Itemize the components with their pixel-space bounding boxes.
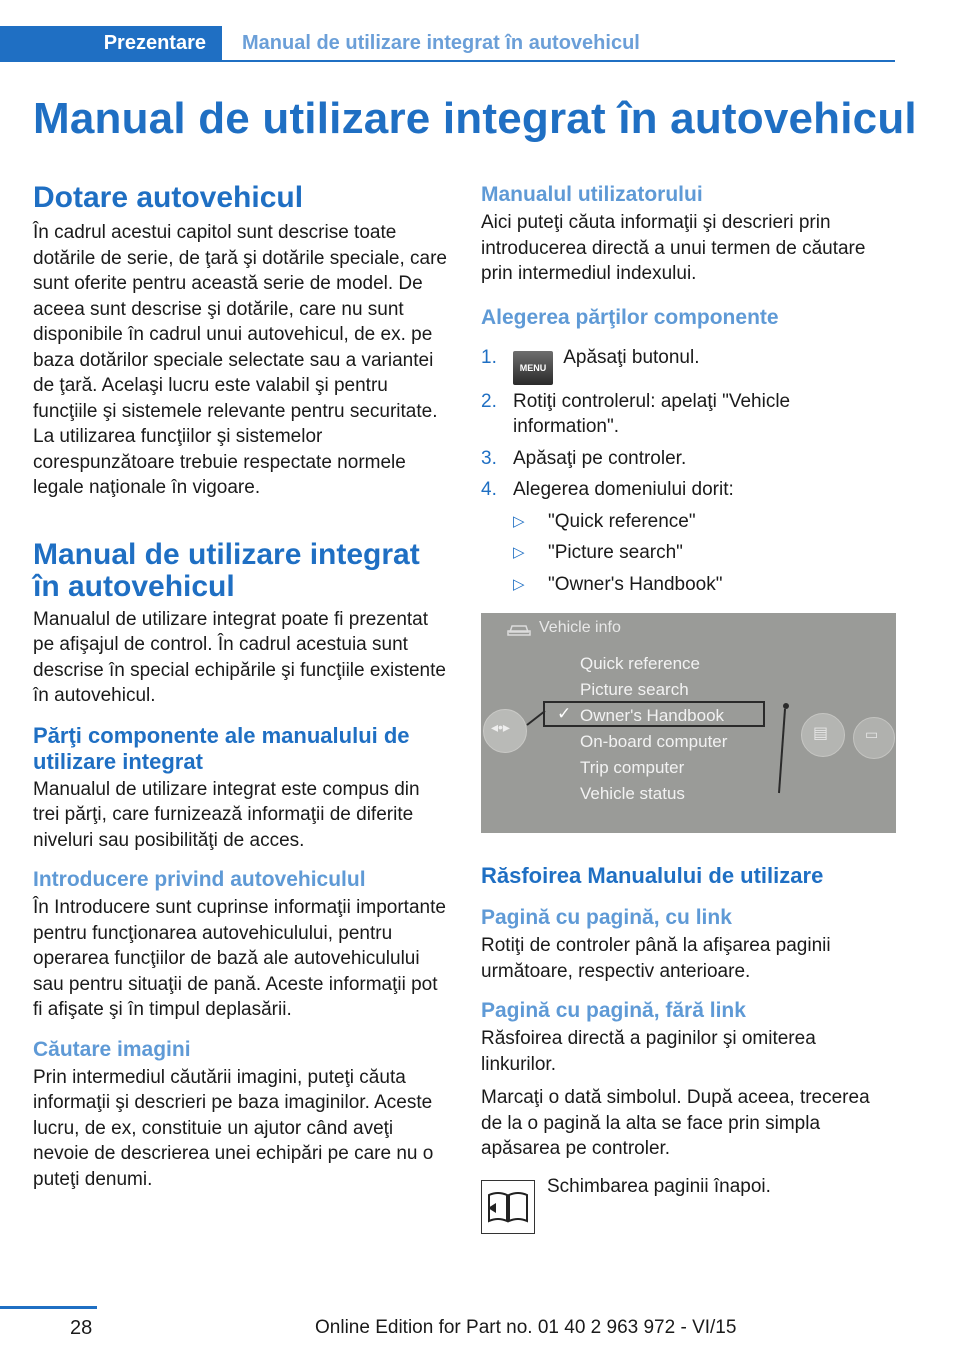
substep-text: "Owner's Handbook" — [548, 573, 723, 595]
step-text: Rotiţi controlerul: apelaţi "Vehicle information". — [513, 390, 791, 437]
heading-introducere: Introducere privind autovehiculul — [33, 868, 366, 891]
text-cu-link: Rotiţi de controler până la afişarea paginii următoare, respectiv anterioare. — [481, 935, 831, 982]
text-fara-link-1: Răsfoirea directă a paginilor şi omiterea linkurilor. — [481, 1028, 816, 1075]
header-rule — [0, 60, 895, 62]
text-dotare: În cadrul acestui capitol sunt descrise toate dotările de serie, de ţară şi dotările speciale, care sunt oferite pentru această serie de model. De aceea sunt descrise şi dotările, care nu sunt disponibile în cadrul unui autovehicul, de ex. pe baza dotărilor speciale selectate sau a variantei de ţară. Acelaşi lucru este valabil şi pentru funcţiile şi sistemele relevante pentru securitate. La utilizarea funcţiilor şi sistemelor corespunzătoare trebuie respectate normele legale naţionale în vigoare. — [33, 222, 448, 498]
triangle-right-icon: ▷ — [513, 544, 525, 561]
text-back: Schimbarea paginii înapoi. — [547, 1175, 771, 1197]
step-text: Apăsaţi pe controler. — [513, 447, 687, 469]
step-number: 4. — [481, 479, 497, 500]
step-item — [481, 446, 896, 472]
step-item — [481, 345, 896, 385]
tab-manual[interactable]: Manual de utilizare integrat în autovehicul — [242, 32, 640, 54]
triangle-right-icon: ▷ — [513, 575, 525, 593]
screen-menu-item[interactable]: On-board computer — [580, 732, 728, 751]
footer-rule — [0, 1306, 97, 1309]
screen-menu-item[interactable]: Owner's Handbook — [580, 706, 725, 725]
screen-menu-item[interactable]: Quick reference — [580, 654, 700, 673]
page-number: 28 — [70, 1317, 93, 1339]
substep-item — [481, 509, 896, 535]
step-number: 2. — [481, 390, 497, 412]
step-text: Alegerea domeniului dorit: — [513, 479, 734, 500]
heading-manual-integrat: Manual de utilizare integrat în autovehicul — [33, 537, 420, 603]
footer-edition: Online Edition for Part no. 01 40 2 963 972 - VI/15 — [315, 1317, 737, 1338]
heading-manualul-utilizatorului: Manualul utilizatorului — [481, 183, 703, 206]
step-number: 1. — [481, 346, 497, 368]
screen-title: Vehicle info — [539, 619, 621, 636]
left-column — [33, 182, 451, 1192]
substep-item — [481, 540, 896, 566]
step-item — [481, 389, 896, 440]
step-item — [481, 477, 896, 503]
text-cautare-imagini: Prin intermediul căutării imagini, puteţi căuta informaţii şi descrieri pe baza imaginilor. Aceste lucru, de ex, constituie un ajutor când aveţi nevoie de descrierea unei echipări pe care nu o puteţi denumi. — [33, 1066, 434, 1190]
back-page-row — [481, 1174, 896, 1238]
heading-fara-link: Pagină cu pagină, fără link — [481, 999, 746, 1022]
text-manual-integrat: Manualul de utilizare integrat poate fi prezentat pe afişajul de control. În cadrul acestuia sunt descrise în special echipările şi funcţiile existente în autovehicul. — [33, 608, 446, 706]
text-parti: Manualul de utilizare integrat este compus din trei părţi, care furnizează informaţii de diferite niveluri sau posibilităţi de acces. — [33, 778, 420, 851]
vehicle-info-screen — [481, 613, 896, 833]
check-icon: ✓ — [557, 704, 572, 723]
substep-item — [481, 572, 896, 598]
triangle-right-icon: ▷ — [513, 512, 525, 530]
screen-menu-item[interactable]: Trip computer — [580, 758, 685, 777]
substep-text: "Picture search" — [548, 542, 683, 563]
heading-parti: Părţi componente ale manualului de utilizare integrat — [33, 722, 410, 774]
step-number: 3. — [481, 447, 497, 469]
menu-button-icon: MENU — [513, 351, 553, 385]
heading-alegerea: Alegerea părţilor componente — [481, 305, 779, 329]
step-text: Apăsaţi butonul. — [559, 346, 700, 368]
screen-icon: ▭ — [865, 726, 879, 742]
list-icon: ▤ — [813, 725, 829, 742]
substep-text: "Quick reference" — [548, 510, 696, 532]
page-title: Manual de utilizare integrat în autovehicul — [33, 94, 917, 143]
book-back-icon[interactable] — [481, 1180, 535, 1234]
substeps-list — [481, 509, 896, 598]
heading-rasfoirea: Răsfoirea Manualului de utilizare — [481, 863, 824, 888]
heading-cu-link: Pagină cu pagină, cu link — [481, 906, 732, 929]
text-fara-link-2: Marcaţi o dată simbolul. După aceea, trecerea de la o pagină la alta se face prin simpla apăsarea pe controler. — [481, 1087, 870, 1159]
tab-prezentare[interactable]: Prezentare — [0, 26, 222, 60]
screen-menu-item[interactable]: Vehicle status — [580, 784, 685, 803]
text-introducere: În Introducere sunt cuprinse informaţii importante pentru funcţionarea autovehiculului, pentru operarea funcţiilor de bază ale autovehiculului sau pentru situaţii de pană. Aceste informaţii pot fi afişate şi în timpul deplasării. — [33, 897, 446, 1020]
steps-list — [481, 345, 896, 503]
knob-arrows-icon: ◂•▸ — [491, 719, 510, 735]
heading-dotare: Dotare autovehicul — [33, 181, 304, 214]
screen-menu-item[interactable]: Picture search — [580, 680, 689, 699]
heading-cautare-imagini: Căutare imagini — [33, 1037, 191, 1061]
right-column — [481, 182, 896, 1238]
text-manualul-utilizatorului: Aici puteţi căuta informaţii şi descrieri prin introducerea directă a unui termen de căutare prin intermediul indexului. — [481, 212, 866, 284]
